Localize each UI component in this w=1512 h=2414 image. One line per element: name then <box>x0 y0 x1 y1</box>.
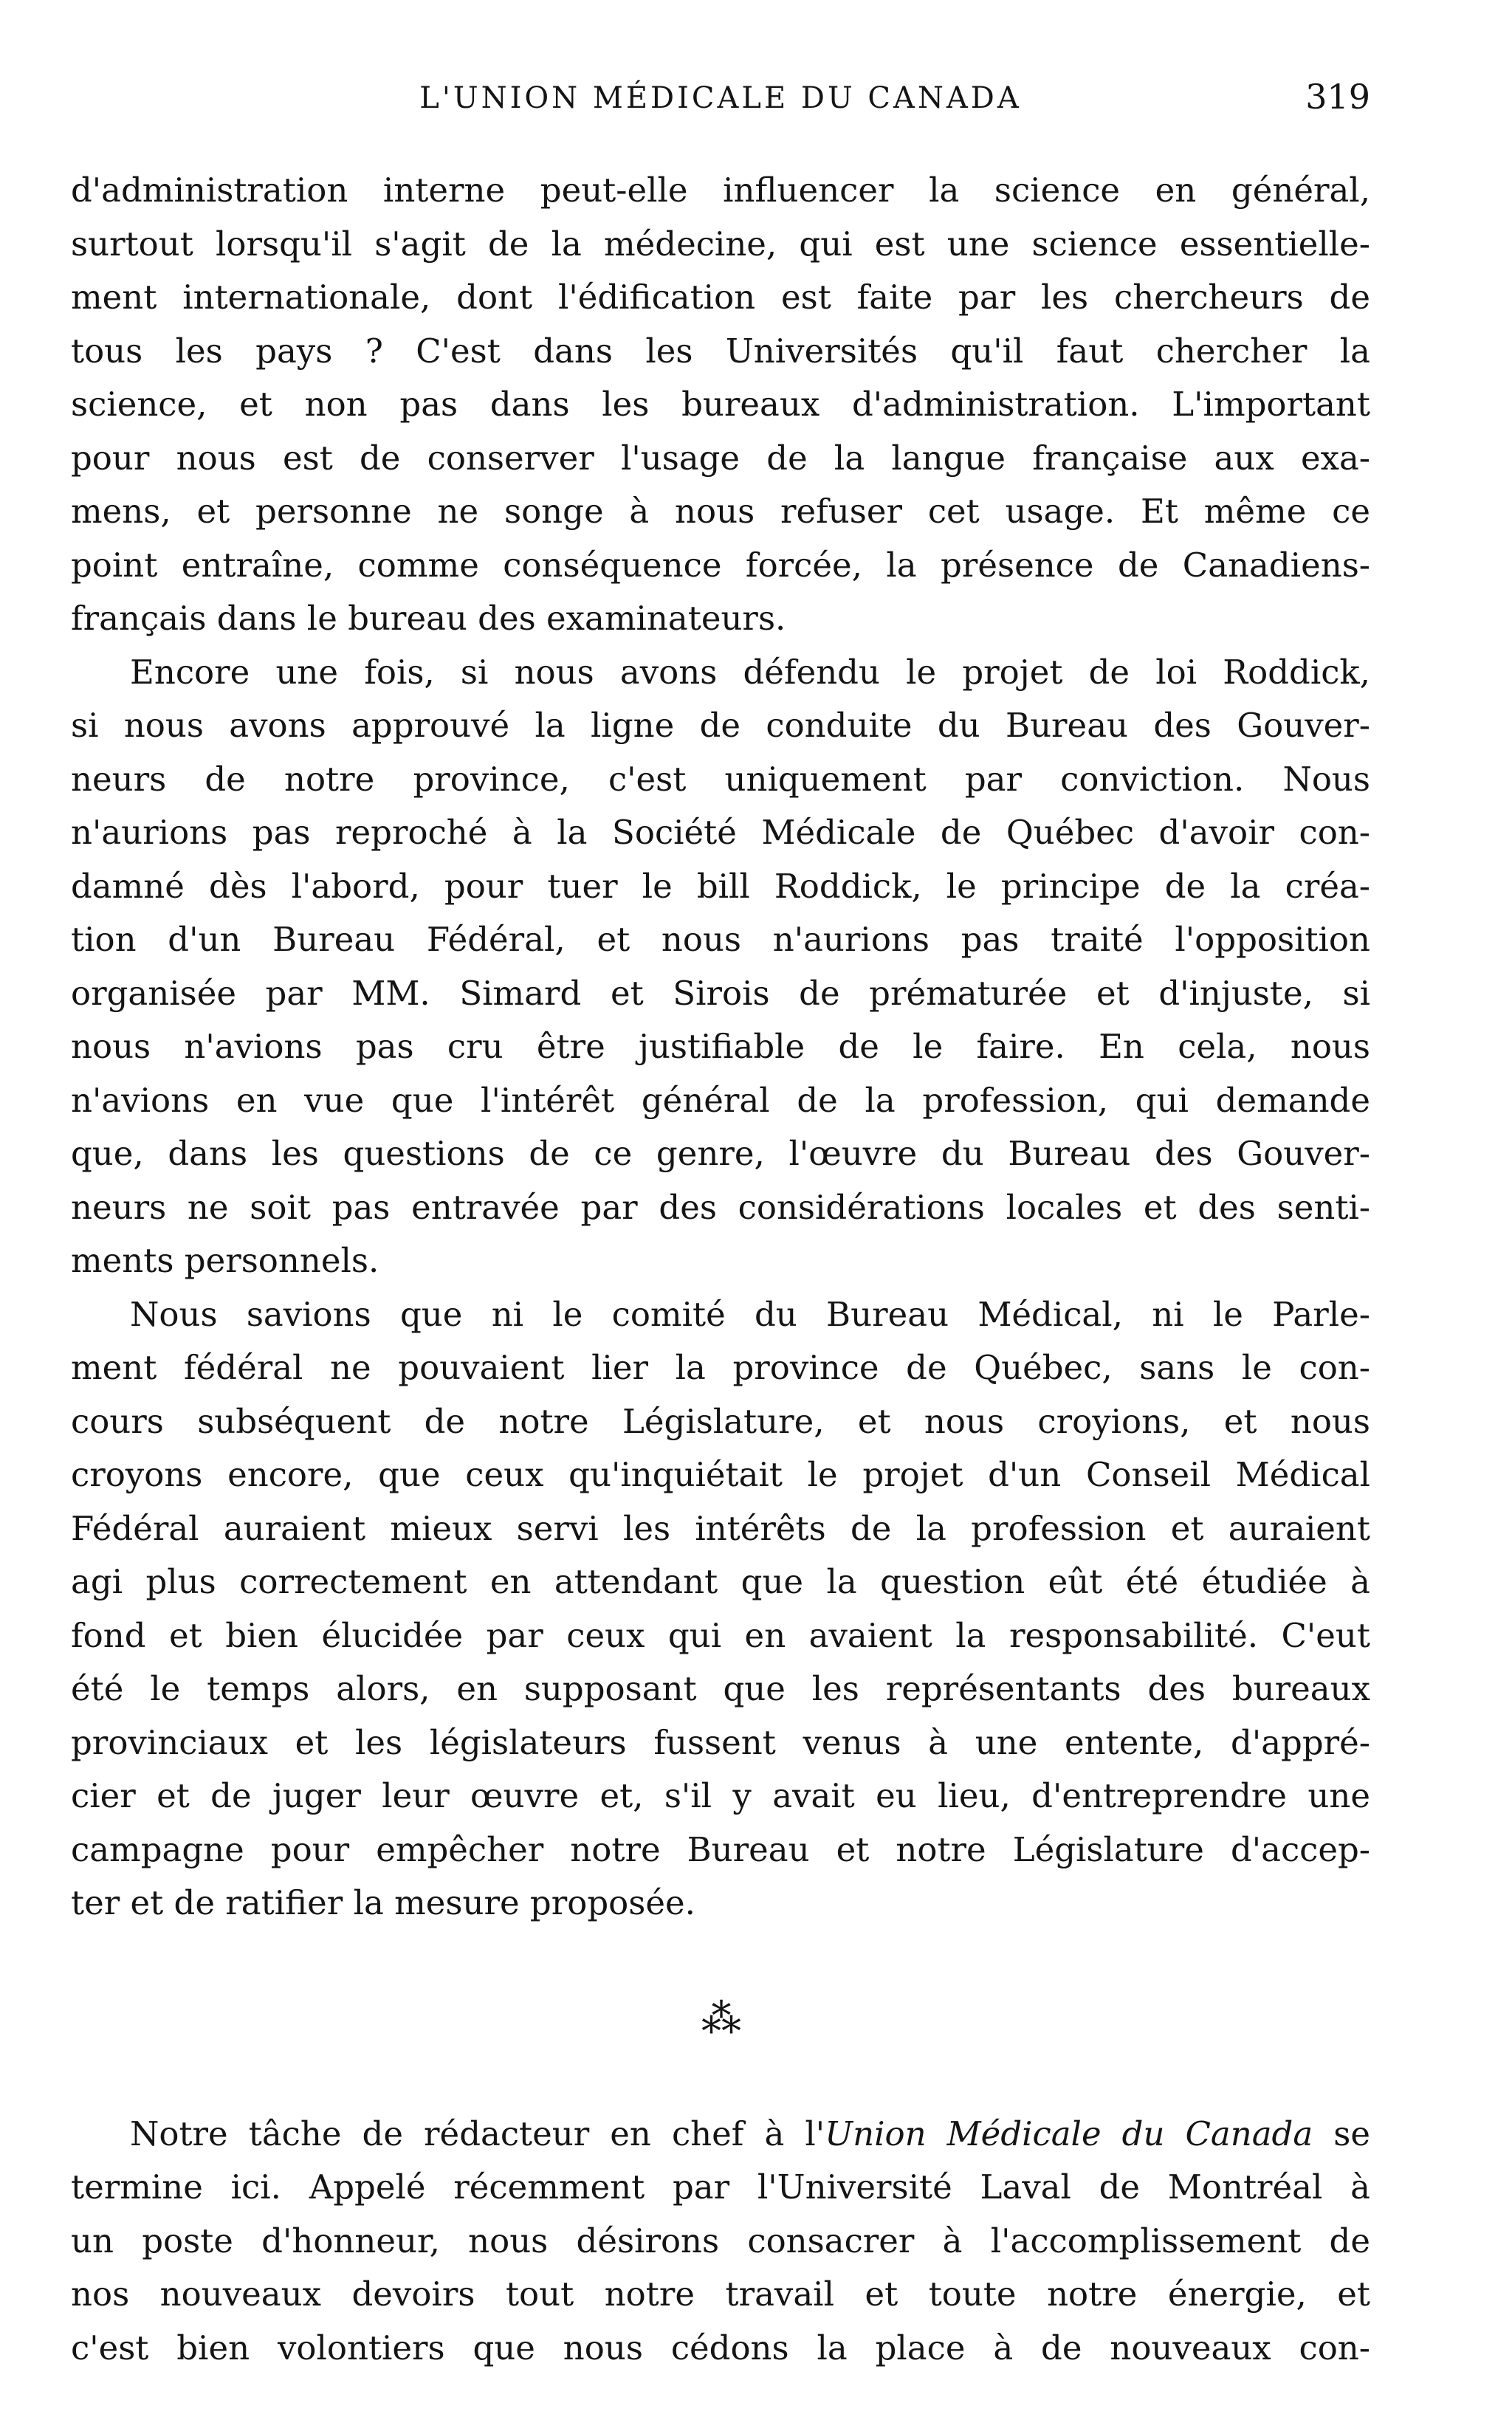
text-line: ment internationale, dont l'édification est faite par les chercheurs de <box>71 278 1370 317</box>
text-line: cours subséquent de notre Législature, et nous croyions, et nous <box>71 1401 1370 1441</box>
paragraph <box>71 1288 1370 1930</box>
text-line: pour nous est de conserver l'usage de la langue française aux exa- <box>71 438 1370 478</box>
text-line: campagne pour empêcher notre Bureau et notre Législature d'accep- <box>71 1829 1370 1869</box>
text-line: Fédéral auraient mieux servi les intérêts de la profession et auraient <box>71 1508 1370 1548</box>
text-line: croyons encore, que ceux qu'inquiétait le projet d'un Conseil Médical <box>71 1455 1370 1494</box>
text-line: neurs de notre province, c'est uniquement par conviction. Nous <box>71 759 1370 799</box>
paragraph <box>71 646 1370 1288</box>
running-title: L'UNION MÉDICALE DU CANADA <box>419 81 1022 115</box>
text-line: Encore une fois, si nous avons défendu le projet de loi Roddick, <box>130 652 1370 692</box>
text-line: ment fédéral ne pouvaient lier la province de Québec, sans le con- <box>71 1348 1370 1387</box>
text-line: mens, et personne ne songe à nous refuser cet usage. Et même ce <box>71 492 1370 531</box>
text-line: n'avions en vue que l'intérêt général de la profession, qui demande <box>71 1080 1370 1120</box>
text-line: surtout lorsqu'il s'agit de la médecine, qui est une science essentielle- <box>71 224 1370 264</box>
text-line: français dans le bureau des examinateurs. <box>71 599 786 638</box>
page-number: 319 <box>1305 77 1370 117</box>
text-line: termine ici. Appelé récemment par l'Université Laval de Montréal à <box>71 2167 1370 2207</box>
text-run: se <box>1313 2114 1370 2153</box>
text-line: n'aurions pas reproché à la Société Médicale de Québec d'avoir con- <box>71 813 1370 852</box>
text-line: nos nouveaux devoirs tout notre travail et toute notre énergie, et <box>71 2274 1370 2314</box>
journal-title-italic: Union Médicale du Canada <box>825 2114 1313 2153</box>
text-line: si nous avons approuvé la ligne de conduite du Bureau des Gouver- <box>71 706 1370 745</box>
text-line: damné dès l'abord, pour tuer le bill Roddick, le principe de la créa- <box>71 866 1370 906</box>
paragraph <box>71 2108 1370 2376</box>
section-spacer <box>71 2078 1370 2108</box>
text-line: Nous savions que ni le comité du Bureau Médical, ni le Parle- <box>130 1294 1370 1334</box>
text-line: provinciaux et les législateurs fussent venus à une entente, d'appré- <box>71 1722 1370 1762</box>
text-line: d'administration interne peut-elle influencer la science en général, <box>71 171 1370 210</box>
text-line: nous n'avions pas cru être justifiable de le faire. En cela, nous <box>71 1027 1370 1066</box>
text-line: tous les pays ? C'est dans les Universités qu'il faut chercher la <box>71 331 1370 371</box>
text-run: Notre tâche de rédacteur en chef à l' <box>130 2114 825 2153</box>
text-line: cier et de juger leur œuvre et, s'il y avait eu lieu, d'entreprendre une <box>71 1776 1370 1815</box>
text-line: ments personnels. <box>71 1241 379 1280</box>
text-line: que, dans les questions de ce genre, l'œuvre du Bureau des Gouver- <box>71 1134 1370 1173</box>
text-line: tion d'un Bureau Fédéral, et nous n'aurions pas traité l'opposition <box>71 920 1370 959</box>
text-line: ter et de ratifier la mesure proposée. <box>71 1883 695 1922</box>
section-spacer <box>71 1930 1370 1960</box>
page-header <box>71 74 1370 125</box>
document-page <box>71 0 1370 2414</box>
text-line <box>71 2108 1370 2162</box>
section-separator-asterism: ⁂ <box>701 1995 740 2042</box>
text-line: neurs ne soit pas entravée par des considérations locales et des senti- <box>71 1187 1370 1227</box>
text-line: organisée par MM. Simard et Sirois de prématurée et d'injuste, si <box>71 973 1370 1013</box>
text-line: agi plus correctement en attendant que la question eût été étudiée à <box>71 1562 1370 1601</box>
text-line: c'est bien volontiers que nous cédons la place à de nouveaux con- <box>71 2328 1370 2367</box>
text-line: science, et non pas dans les bureaux d'administration. L'important <box>71 385 1370 424</box>
text-line: été le temps alors, en supposant que les représentants des bureaux <box>71 1669 1370 1708</box>
text-line: fond et bien élucidée par ceux qui en avaient la responsabilité. C'eut <box>71 1615 1370 1655</box>
text-line: point entraîne, comme conséquence forcée, la présence de Canadiens- <box>71 545 1370 585</box>
body-text <box>71 164 1370 2375</box>
paragraph <box>71 164 1370 646</box>
text-line: un poste d'honneur, nous désirons consacrer à l'accomplissement de <box>71 2221 1370 2260</box>
